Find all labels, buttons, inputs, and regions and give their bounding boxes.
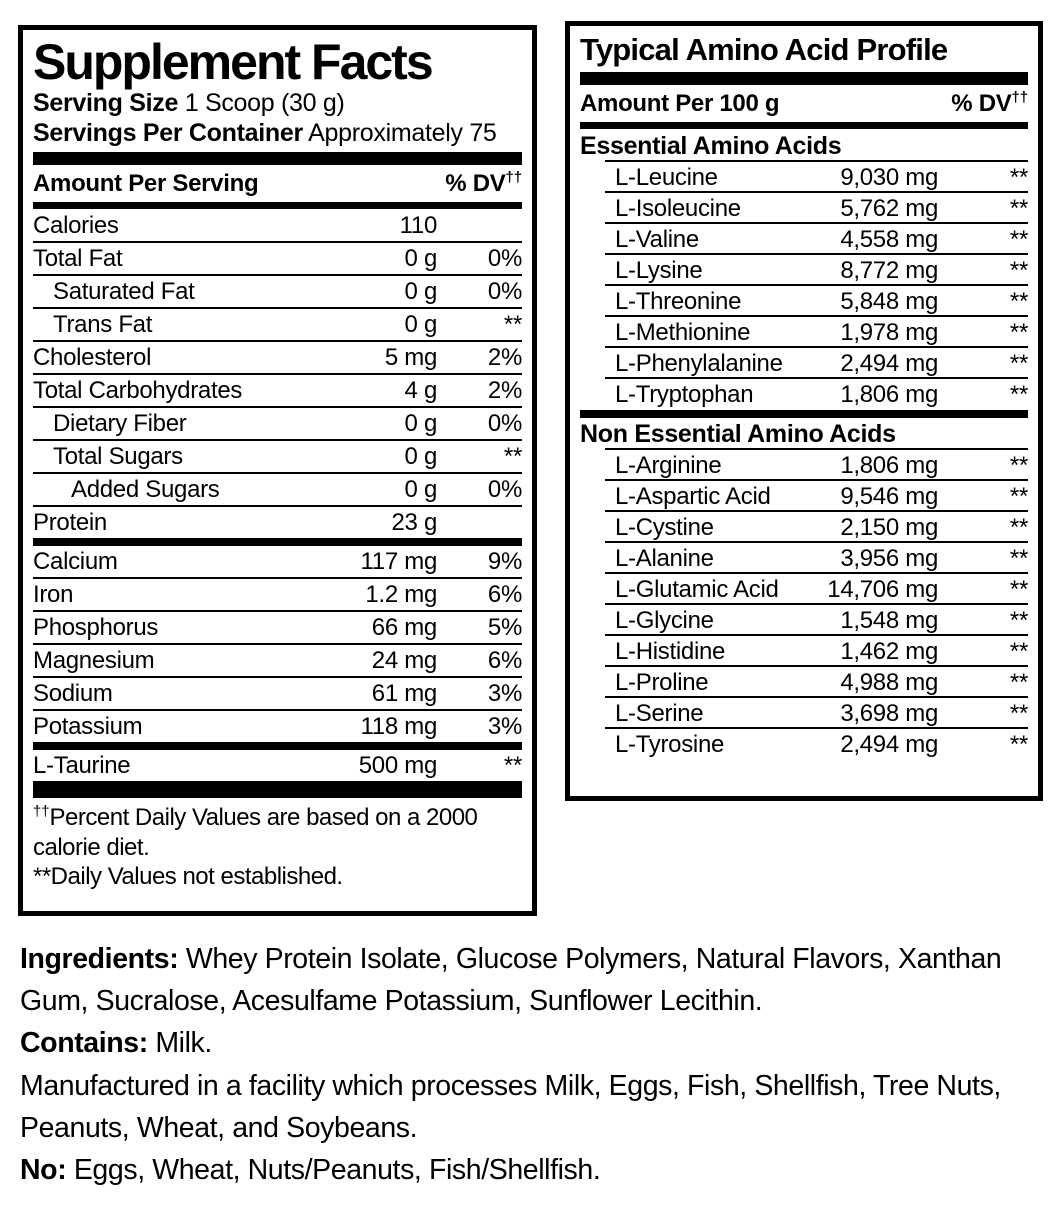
amino-acid-dv: **: [1009, 544, 1028, 572]
essential-amino-rows: [580, 162, 1028, 418]
nutrient-row: [33, 711, 522, 750]
nutrient-dv: 2%: [487, 344, 522, 371]
nutrient-amount: 117 mg: [360, 548, 437, 575]
nutrient-row: [33, 645, 522, 678]
amino-acid-dv: **: [1009, 606, 1028, 634]
nutrient-row: [33, 408, 522, 441]
nutrient-row: [33, 678, 522, 711]
nutrient-name: L-Taurine: [33, 752, 131, 779]
supplement-facts-panel: [18, 25, 537, 916]
nutrient-amount: 0 g: [404, 311, 437, 338]
amino-acid-amount: 3,698 mg: [840, 699, 938, 727]
paragraph-text: Manufactured in a facility which processes Milk, Eggs, Fish, Shellfish, Tree Nuts, Peanuts, Wheat, and Soybeans.: [20, 1069, 1001, 1144]
amino-acid-row: [580, 224, 1028, 255]
nutrient-dv: **: [503, 311, 522, 338]
paragraph-text: Whey Protein Isolate, Glucose Polymers, Natural Flavors, Xanthan Gum, Sucralose, Acesulfame Potassium, Sunflower Lecithin.: [20, 943, 1002, 1018]
nutrient-name: Potassium: [33, 713, 143, 740]
amino-acid-dv: **: [1009, 287, 1028, 315]
paragraph-text: Eggs, Wheat, Nuts/Peanuts, Fish/Shellfish.: [73, 1153, 601, 1186]
nutrient-name: Saturated Fat: [53, 278, 195, 305]
nutrient-row: [33, 441, 522, 474]
amino-acid-name: L-Leucine: [615, 163, 718, 191]
nutrient-dv: 6%: [487, 647, 522, 674]
supplement-facts-title: Supplement Facts: [33, 34, 432, 90]
amino-acid-dv: **: [1009, 163, 1028, 191]
amino-acid-name: L-Phenylalanine: [615, 349, 783, 377]
nutrient-dv: 0%: [487, 245, 522, 272]
paragraph-lead: No:: [20, 1153, 67, 1186]
amino-acid-dv: **: [1009, 380, 1028, 408]
paragraph-text: Milk.: [155, 1027, 212, 1060]
essential-amino-acids-heading: Essential Amino Acids: [580, 130, 1028, 162]
nutrient-amount: 0 g: [404, 245, 437, 272]
divider-bar: [580, 122, 1028, 129]
nutrient-name: Calories: [33, 212, 119, 239]
amino-acid-amount: 1,806 mg: [840, 380, 938, 408]
nutrient-name: Sodium: [33, 680, 113, 707]
amino-acid-amount: 2,494 mg: [840, 730, 938, 758]
amino-acid-name: L-Histidine: [615, 637, 726, 665]
amino-acid-name: L-Threonine: [615, 287, 742, 315]
amino-acid-row: [580, 286, 1028, 317]
amino-acid-row: [580, 348, 1028, 379]
nutrient-name: Phosphorus: [33, 614, 159, 641]
amino-acid-amount: 1,548 mg: [840, 606, 938, 634]
amino-acid-row: [580, 605, 1028, 636]
amino-acid-row: [580, 317, 1028, 348]
nutrient-amount: 0 g: [404, 476, 437, 503]
nutrient-amount: 23 g: [391, 509, 437, 536]
nutrient-amount: 66 mg: [371, 614, 437, 641]
amino-profile-title: Typical Amino Acid Profile: [580, 32, 948, 67]
amino-acid-dv: **: [1009, 225, 1028, 253]
amino-acid-dv: **: [1009, 482, 1028, 510]
nutrient-row: [33, 276, 522, 309]
daily-values-footnote: ††Percent Daily Values are based on a 2000 calorie diet.: [33, 804, 478, 861]
amino-acid-name: L-Arginine: [615, 451, 722, 479]
nutrient-name: Cholesterol: [33, 344, 152, 371]
percent-dv-label: % DV††: [445, 170, 522, 197]
nutrient-name: Total Sugars: [53, 443, 183, 470]
amino-acid-dv: **: [1009, 256, 1028, 284]
nutrient-dv: 6%: [487, 581, 522, 608]
amino-acid-profile-panel: [565, 21, 1043, 801]
ingredients-allergen-text: [20, 938, 1046, 1191]
amino-acid-row: [580, 450, 1028, 481]
amino-acid-dv: **: [1009, 194, 1028, 222]
amino-acid-row: [580, 193, 1028, 224]
amino-acid-amount: 2,494 mg: [840, 349, 938, 377]
nutrient-amount: 61 mg: [371, 680, 437, 707]
divider-bar: [580, 72, 1028, 85]
amino-acid-name: L-Isoleucine: [615, 194, 741, 222]
amino-acid-amount: 5,848 mg: [840, 287, 938, 315]
servings-per-container-value: Approximately 75: [308, 119, 497, 147]
paragraph-lead: Ingredients:: [20, 943, 179, 975]
info-paragraph: [20, 1022, 1046, 1064]
nutrient-rows: [33, 210, 522, 798]
amino-acid-amount: 1,462 mg: [840, 637, 938, 665]
amino-acid-amount: 3,956 mg: [840, 544, 938, 572]
nutrient-amount: 500 mg: [358, 752, 437, 779]
nutrient-amount: 110: [399, 212, 437, 239]
nutrient-name: Dietary Fiber: [53, 410, 187, 437]
nutrient-name: Magnesium: [33, 647, 155, 674]
amino-acid-dv: **: [1009, 730, 1028, 758]
amino-acid-row: [580, 667, 1028, 698]
percent-dv-label: % DV††: [951, 89, 1028, 117]
nutrient-amount: 1.2 mg: [365, 581, 437, 608]
amino-acid-dv: **: [1009, 699, 1028, 727]
amino-acid-name: L-Aspartic Acid: [615, 482, 771, 510]
amino-acid-amount: 8,772 mg: [840, 256, 938, 284]
amino-acid-amount: 9,030 mg: [840, 163, 938, 191]
nutrient-amount: 24 mg: [371, 647, 437, 674]
nutrient-dv: 3%: [487, 713, 522, 740]
nutrient-amount: 0 g: [404, 443, 437, 470]
amino-acid-name: L-Proline: [615, 668, 709, 696]
amino-acid-name: L-Tyrosine: [615, 730, 725, 758]
divider-bar: [33, 152, 522, 165]
amino-acid-row: [580, 636, 1028, 667]
nutrient-row: [33, 210, 522, 243]
amount-per-serving-header: [33, 166, 522, 201]
nutrient-row: [33, 546, 522, 579]
amount-per-serving-label: Amount Per Serving: [33, 170, 259, 197]
amino-acid-name: L-Serine: [615, 699, 704, 727]
info-paragraph: [20, 1149, 1046, 1191]
nutrient-amount: 118 mg: [360, 713, 437, 740]
amino-acid-row: [580, 729, 1028, 760]
amino-acid-amount: 9,546 mg: [840, 482, 938, 510]
nutrient-amount: 4 g: [404, 377, 437, 404]
non-essential-amino-acids-heading: Non Essential Amino Acids: [580, 418, 1028, 450]
serving-size-value: 1 Scoop (30 g): [184, 89, 345, 117]
amino-acid-dv: **: [1009, 349, 1028, 377]
amino-acid-name: L-Cystine: [615, 513, 714, 541]
nutrient-row: [33, 612, 522, 645]
amino-acid-name: L-Lysine: [615, 256, 703, 284]
nutrient-dv: 9%: [487, 548, 522, 575]
amino-acid-row: [580, 481, 1028, 512]
nutrient-row: [33, 507, 522, 546]
amino-acid-amount: 1,978 mg: [840, 318, 938, 346]
amino-acid-row: [580, 543, 1028, 574]
amino-acid-dv: **: [1009, 451, 1028, 479]
amino-acid-amount: 14,706 mg: [827, 575, 938, 603]
amino-acid-name: L-Methionine: [615, 318, 751, 346]
nutrient-name: Total Fat: [33, 245, 123, 272]
divider-bar: [33, 202, 522, 209]
serving-size-line: [33, 88, 522, 118]
nutrient-dv: 0%: [487, 278, 522, 305]
amino-acid-name: L-Glutamic Acid: [615, 575, 779, 603]
nutrient-name: Added Sugars: [71, 476, 220, 503]
nutrient-name: Calcium: [33, 548, 118, 575]
serving-size-label: Serving Size: [33, 89, 179, 117]
nutrient-dv: **: [503, 752, 522, 779]
amino-acid-row: [580, 379, 1028, 418]
amino-acid-amount: 4,558 mg: [840, 225, 938, 253]
nutrient-name: Trans Fat: [53, 311, 153, 338]
nutrient-dv: 3%: [487, 680, 522, 707]
amino-acid-row: [580, 574, 1028, 605]
servings-per-container-line: [33, 118, 522, 148]
amino-acid-dv: **: [1009, 668, 1028, 696]
amino-acid-amount: 5,762 mg: [840, 194, 938, 222]
nutrient-row: [33, 750, 522, 798]
nutrient-row: [33, 342, 522, 375]
nutrient-amount: 0 g: [404, 278, 437, 305]
amino-acid-name: L-Valine: [615, 225, 699, 253]
nutrient-dv: 5%: [487, 614, 522, 641]
amino-acid-row: [580, 162, 1028, 193]
nutrient-row: [33, 243, 522, 276]
nutrient-name: Total Carbohydrates: [33, 377, 243, 404]
nutrient-row: [33, 375, 522, 408]
amino-acid-row: [580, 698, 1028, 729]
nutrient-amount: 0 g: [404, 410, 437, 437]
nutrient-row: [33, 309, 522, 342]
nutrient-name: Protein: [33, 509, 107, 536]
footnotes: [33, 798, 522, 892]
amino-acid-dv: **: [1009, 513, 1028, 541]
servings-per-container-label: Servings Per Container: [33, 119, 303, 147]
nutrient-row: [33, 474, 522, 507]
not-established-footnote: **Daily Values not established.: [33, 863, 343, 891]
nutrient-name: Iron: [33, 581, 74, 608]
info-paragraph: [20, 1065, 1046, 1149]
info-paragraph: [20, 938, 1046, 1022]
non-essential-amino-rows: [580, 450, 1028, 760]
amino-acid-dv: **: [1009, 318, 1028, 346]
amino-acid-name: L-Alanine: [615, 544, 714, 572]
nutrient-dv: **: [503, 443, 522, 470]
amino-acid-amount: 4,988 mg: [840, 668, 938, 696]
amino-acid-dv: **: [1009, 637, 1028, 665]
nutrient-dv: 0%: [487, 476, 522, 503]
nutrient-amount: 5 mg: [384, 344, 437, 371]
paragraph-lead: Contains:: [20, 1027, 148, 1060]
amount-per-100g-label: Amount Per 100 g: [580, 89, 780, 117]
amino-acid-amount: 1,806 mg: [840, 451, 938, 479]
nutrient-dv: 0%: [487, 410, 522, 437]
nutrient-dv: 2%: [487, 377, 522, 404]
amino-acid-name: L-Tryptophan: [615, 380, 754, 408]
amino-acid-dv: **: [1009, 575, 1028, 603]
nutrient-row: [33, 579, 522, 612]
amino-acid-row: [580, 512, 1028, 543]
amino-acid-row: [580, 255, 1028, 286]
amount-per-100g-header: [580, 86, 1028, 121]
amino-acid-name: L-Glycine: [615, 606, 714, 634]
amino-acid-amount: 2,150 mg: [840, 513, 938, 541]
